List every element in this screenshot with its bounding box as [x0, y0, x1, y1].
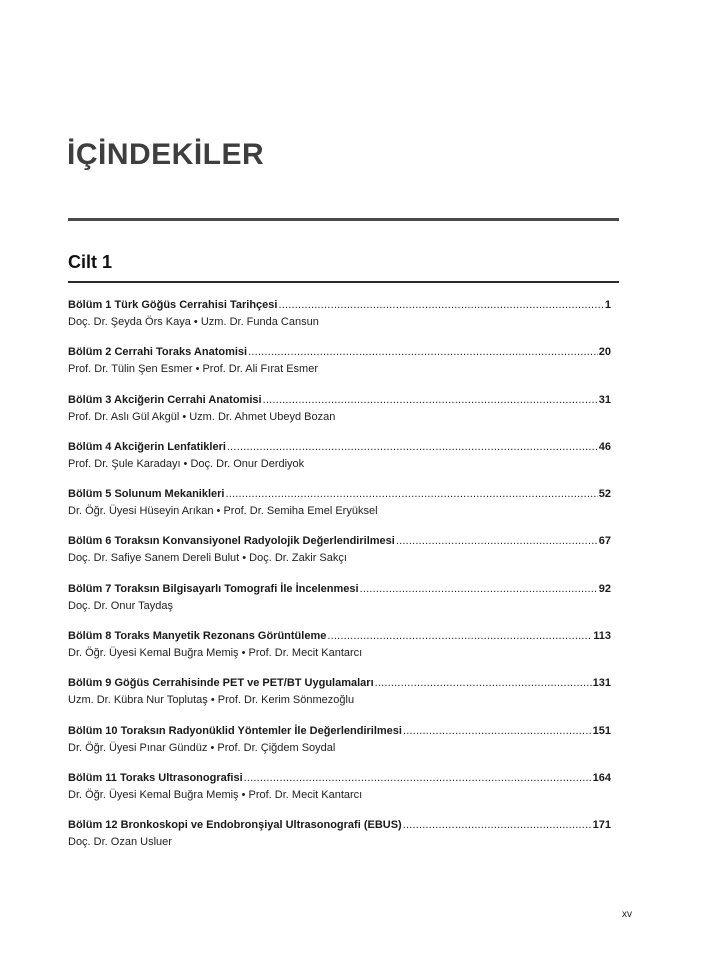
volume-divider — [68, 281, 619, 283]
chapter-title: Bölüm 3 Akciğerin Cerrahi Anatomisi — [68, 393, 262, 406]
chapter-title: Bölüm 7 Toraksın Bilgisayarlı Tomografi İle İncelenmesi — [68, 582, 359, 595]
chapter-title: Bölüm 12 Bronkoskopi ve Endobronşiyal Ultrasonografi (EBUS) — [68, 819, 402, 832]
chapter-title: Bölüm 10 Toraksın Radyonüklid Yöntemler İle Değerlendirilmesi — [68, 724, 402, 737]
page-number: 1 — [604, 299, 611, 311]
toc-entry-line — [68, 345, 611, 360]
page-number: 171 — [592, 819, 611, 832]
toc-entry — [68, 534, 611, 581]
toc-entry-line — [68, 582, 611, 597]
toc-entry — [68, 440, 611, 487]
chapter-authors: Doç. Dr. Safiye Sanem Dereli Bulut • Doç. Dr. Zakir Sakçı — [68, 552, 347, 565]
toc-entry — [68, 298, 611, 345]
volume-title: Cilt 1 — [68, 252, 113, 272]
page-number: 113 — [593, 630, 611, 643]
toc-entry — [68, 629, 611, 676]
page-number: 31 — [598, 393, 611, 406]
page-number: 52 — [598, 488, 611, 501]
chapter-authors: Dr. Öğr. Üyesi Kemal Buğra Memiş • Prof. Dr. Mecit Kantarcı — [68, 647, 363, 660]
chapter-title: Bölüm 8 Toraks Manyetik Rezonans Görüntüleme — [68, 630, 327, 643]
dot-leader — [403, 818, 592, 833]
title-divider — [68, 218, 619, 221]
dot-leader — [227, 440, 598, 455]
chapter-title: Bölüm 9 Göğüs Cerrahisinde PET ve PET/BT Uygulamaları — [68, 677, 374, 690]
dot-leader — [278, 298, 603, 313]
page-number: 67 — [598, 535, 611, 548]
toc-entry-line — [68, 534, 611, 549]
toc-entry — [68, 724, 611, 771]
page-number: 46 — [598, 440, 611, 453]
chapter-authors: Prof. Dr. Tülin Şen Esmer • Prof. Dr. Ali Fırat Esmer — [68, 363, 318, 376]
dot-leader — [360, 582, 598, 597]
toc-entry — [68, 393, 611, 440]
toc-entry-line — [68, 771, 611, 786]
dot-leader — [225, 487, 597, 502]
chapter-title: Bölüm 11 Toraks Ultrasonografisi — [68, 771, 243, 784]
chapter-title: Bölüm 6 Toraksın Konvansiyonel Radyolojik Değerlendirilmesi — [68, 535, 395, 548]
dot-leader — [248, 345, 598, 360]
chapter-title: Bölüm 5 Solunum Mekanikleri — [68, 488, 225, 501]
toc-entry-line — [68, 487, 611, 502]
toc-entry — [68, 771, 611, 818]
dot-leader — [263, 393, 598, 408]
chapter-authors: Uzm. Dr. Kübra Nur Toplutaş • Prof. Dr. Kerim Sönmezoğlu — [68, 694, 355, 707]
page-number: 164 — [592, 771, 611, 784]
chapter-authors: Doç. Dr. Onur Taydaş — [68, 599, 173, 612]
toc-entry — [68, 487, 611, 534]
dot-leader — [403, 724, 592, 739]
toc-entry — [68, 818, 611, 865]
page-number: 20 — [598, 346, 611, 359]
toc-entry-line — [68, 724, 611, 739]
toc-entry — [68, 582, 611, 629]
toc-entry-line — [68, 629, 611, 644]
dot-leader — [375, 676, 592, 691]
dot-leader — [244, 771, 592, 786]
chapter-authors: Doç. Dr. Şeyda Örs Kaya • Uzm. Dr. Funda Cansun — [68, 316, 319, 328]
dot-leader — [396, 534, 598, 549]
chapter-authors: Prof. Dr. Şule Karadayı • Doç. Dr. Onur Derdiyok — [68, 457, 305, 470]
chapter-authors: Dr. Öğr. Üyesi Pınar Gündüz • Prof. Dr. Çiğdem Soydal — [68, 741, 336, 754]
chapter-title: Bölüm 4 Akciğerin Lenfatikleri — [68, 440, 226, 453]
toc-entry — [68, 345, 611, 392]
toc-entry-line — [68, 298, 611, 313]
page-folio: xv — [622, 909, 632, 920]
page-number: 131 — [592, 677, 611, 690]
dot-leader — [327, 629, 592, 644]
toc-entry-line — [68, 393, 611, 408]
page-title: İÇİNDEKİLER — [67, 138, 265, 171]
chapter-authors: Doç. Dr. Ozan Usluer — [68, 836, 172, 849]
page-number: 92 — [598, 582, 611, 595]
chapter-authors: Prof. Dr. Aslı Gül Akgül • Uzm. Dr. Ahmet Ubeyd Bozan — [68, 410, 336, 423]
toc-entry — [68, 676, 611, 723]
toc-entry-line — [68, 676, 611, 691]
toc-entry-line — [68, 440, 611, 455]
chapter-authors: Dr. Öğr. Üyesi Kemal Buğra Memiş • Prof. Dr. Mecit Kantarcı — [68, 788, 363, 801]
chapter-title: Bölüm 1 Türk Göğüs Cerrahisi Tarihçesi — [68, 299, 278, 311]
toc-entry-line — [68, 818, 611, 833]
chapter-title: Bölüm 2 Cerrahi Toraks Anatomisi — [68, 346, 248, 359]
chapter-authors: Dr. Öğr. Üyesi Hüseyin Arıkan • Prof. Dr. Semiha Emel Eryüksel — [68, 505, 378, 518]
table-of-contents — [68, 298, 611, 866]
page-number: 151 — [592, 724, 611, 737]
